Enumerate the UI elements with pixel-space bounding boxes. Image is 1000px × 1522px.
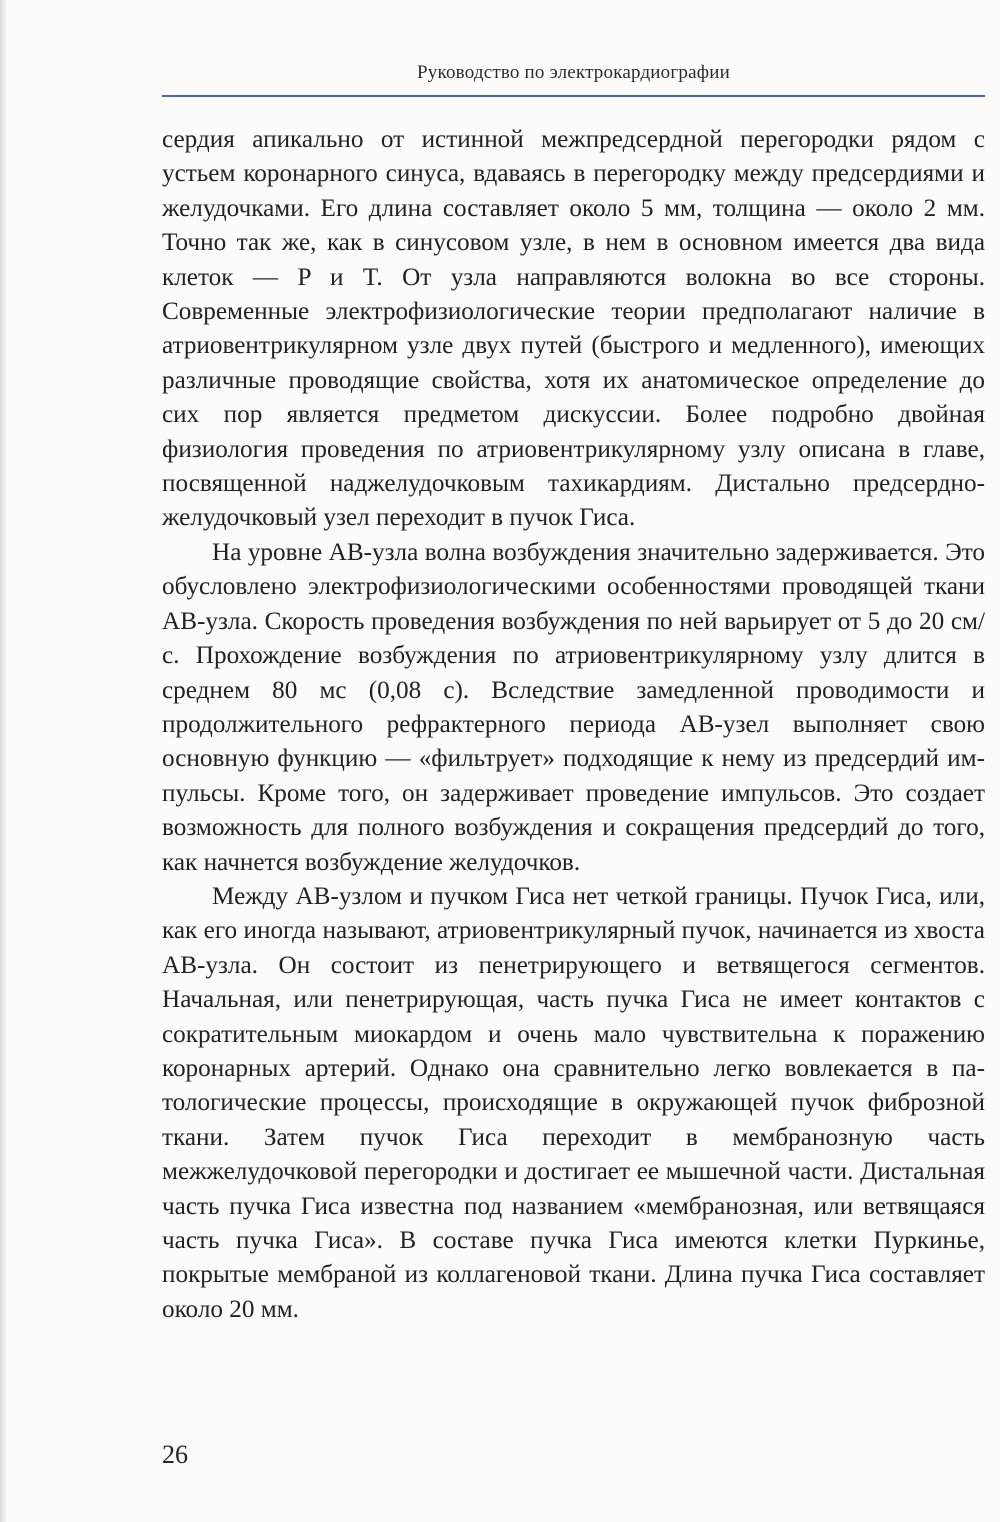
page-number: 26 (162, 1440, 188, 1469)
paragraph: сердия апикально от истинной межпредсердной перегородки рядом с устьем коронарного синуса, вдаваясь в перегородку между предсердиями и желудочками. Его длина составляет около 5 мм, толщина — около 2 мм. Точно так же, как в синусовом узле, в нем в основном имеется два вида клеток — P и T. От узла направляются волокна во все стороны. Современные электрофизиологические теории предполагают наличие в атриовентрикулярном узле двух путей (быстрого и медленного), имеющих различные проводящие свойства, хотя их анатомическое определение до сих пор является предметом дискуссии. Более подробно двойная физиология проведения по атриовентрикулярному узлу описана в главе, посвященной наджелудочковым тахикардиям. Дистально предсердно-желудочковый узел переходит в пучок Гиса. (162, 126, 985, 532)
running-header (162, 62, 985, 98)
paragraph: Между АВ-узлом и пучком Гиса нет четкой границы. Пучок Гиса, или, как его иногда называют, атриовентрикулярный пучок, начинается из хвоста АВ-узла. Он состоит из пенетрирующего и ветвящегося сегментов. Начальная, или пенетрирующая, часть пучка Гиса не имеет контактов с сократительным миокардом и очень мало чувствительна к поражению коронарных артерий. Однако она сравнительно легко вовлекается в патологические процессы, происходящие в окружающей пучок фиброзной ткани. Затем пучок Гиса переходит в мембранозную часть межжелудочковой перегородки и достигает ее мышечной части. Дистальная часть пучка Гиса известна под названием «мембранозная, или ветвящаяся часть пучка Гиса». В составе пучка Гиса имеются клетки Пуркинье, покрытые мембраной из коллагеновой ткани. Длина пучка Гиса составляет около 20 мм. (162, 882, 985, 1323)
page-binding-edge (0, 0, 6, 1522)
paragraph: На уровне АВ-узла волна возбуждения значительно задерживается. Это обусловлено электрофизиологическими особенностями проводящей ткани АВ-узла. Скорость проведения возбуждения по ней варьирует от 5 до 20 см/с. Прохождение возбуждения по атриовентрикулярному узлу длится в среднем 80 мс (0,08 с). Вследствие замедленной проводимости и продолжительного рефрактерного периода АВ-узел выполняет свою основную функцию — «фильтрует» подходящие к нему из предсердий импульсы. Кроме того, он задерживает проведение импульсов. Это создает возможность для полного возбуждения и сокращения предсердий до того, как начнется возбуждение желудочков. (162, 538, 985, 876)
running-header-title: Руководство по электрокардиографии (417, 62, 730, 83)
body-text (162, 123, 985, 1327)
header-rule (162, 95, 985, 97)
